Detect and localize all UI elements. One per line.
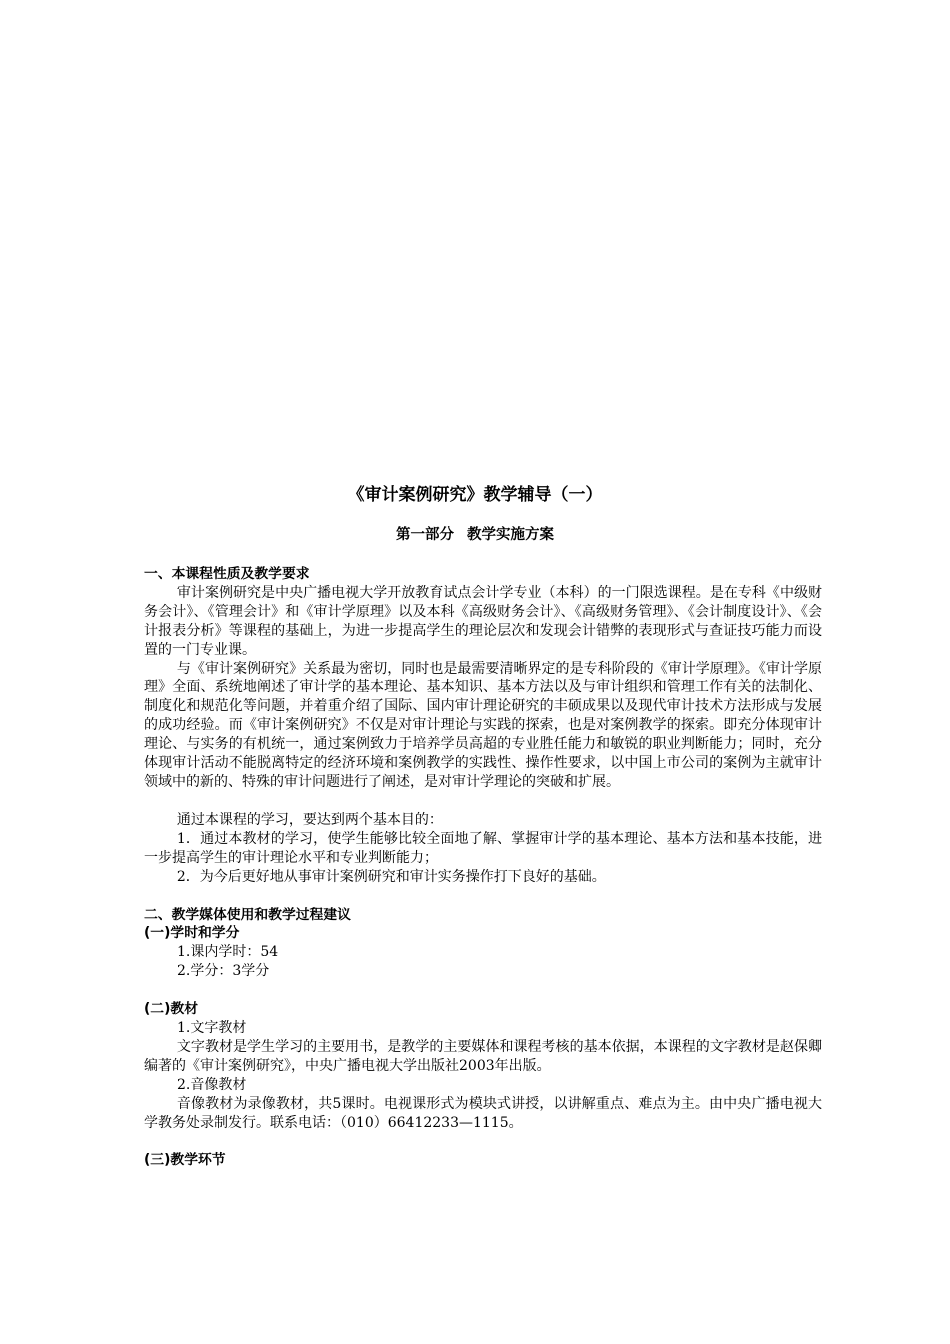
hours-item: 1.课内学时：54 [177,944,279,961]
section-heading-1: 一、本课程性质及教学要求 [144,566,310,582]
document-body [144,565,822,1170]
section-heading-2: 二、教学媒体使用和教学过程建议 [144,906,351,923]
av-materials-item: 2.音像教材 [177,1076,247,1093]
part-title: 第一部分 教学实施方案 [395,527,555,543]
subsection-heading-materials: (二)教材 [144,1001,199,1018]
paragraph-goals-intro: 通过本课程的学习，要达到两个基本目的： [176,811,443,828]
goal-item-2: 2．为今后更好地从事审计案例研究和审计实务操作打下良好的基础。 [176,868,606,885]
subsection-heading-hours: (一)学时和学分 [144,925,240,942]
paragraph-relationship: 与《审计案例研究》关系最为密切，同时也是最需要清晰界定的是专科阶段的《审计学原理》。《审计学原理》全面、系统地阐述了审计学的基本理论、基本知识、基本方法以及与审计组织和管理工作有关的法制化、制度化和规范化等问题，并着重介绍了国际、国内审计理论研究的丰硕成果以及现代审计技术方法形成与发展的成功经验。而《审计案例研究》不仅是对审计理论与实践的探索，也是对案例教学的探索。即充分体现审计理论、与实务的有机统一，通过案例致力于培养学员高超的专业胜任能力和敏锐的职业判断能力；同时，充分体现审计活动不能脱离特定的经济环境和案例教学的实践性、操作性要求，以中国上市公司的案例为主就审计领域中的新的、特殊的审计问题进行了阐述，是对审计学理论的突破和扩展。 [144,660,822,790]
spacer [144,981,822,1000]
spacer [144,1132,822,1151]
paragraph-course-nature: 审计案例研究是中央广播电视大学开放教育试点会计学专业（本科）的一门限选课程。是在专科《中级财务会计》、《管理会计》和《审计学原理》以及本科《高级财务会计》、《高级财务管理》、《会计制度设计》、《会计报表分析》等课程的基础上，为进一步提高学生的理论层次和发现会计错弊的表现形式与查证技巧能力而设置的一门专业课。 [144,584,822,658]
credits-item: 2.学分：3学分 [177,963,270,980]
goal-item-1: 1．通过本教材的学习，使学生能够比较全面地了解、掌握审计学的基本理论、基本方法和基本技能，进一步提高学生的审计理论水平和专业判断能力； [144,830,822,866]
spacer [144,792,822,811]
text-materials-item: 1.文字教材 [177,1020,247,1037]
text-materials-description: 文字教材是学生学习的主要用书，是教学的主要媒体和课程考核的基本依据，本课程的文字教材是赵保卿编著的《审计案例研究》，中央广播电视大学出版社2003年出版。 [144,1038,822,1074]
subsection-heading-teaching: (三)教学环节 [144,1152,226,1169]
spacer [144,887,822,906]
document-title: 《审计案例研究》教学辅导（一） [347,485,603,505]
av-materials-description: 音像教材为录像教材，共5课时。电视课形式为模块式讲授，以讲解重点、难点为主。由中央广播电视大学教务处录制发行。联系电话：（010）66412233—1115。 [144,1095,822,1131]
